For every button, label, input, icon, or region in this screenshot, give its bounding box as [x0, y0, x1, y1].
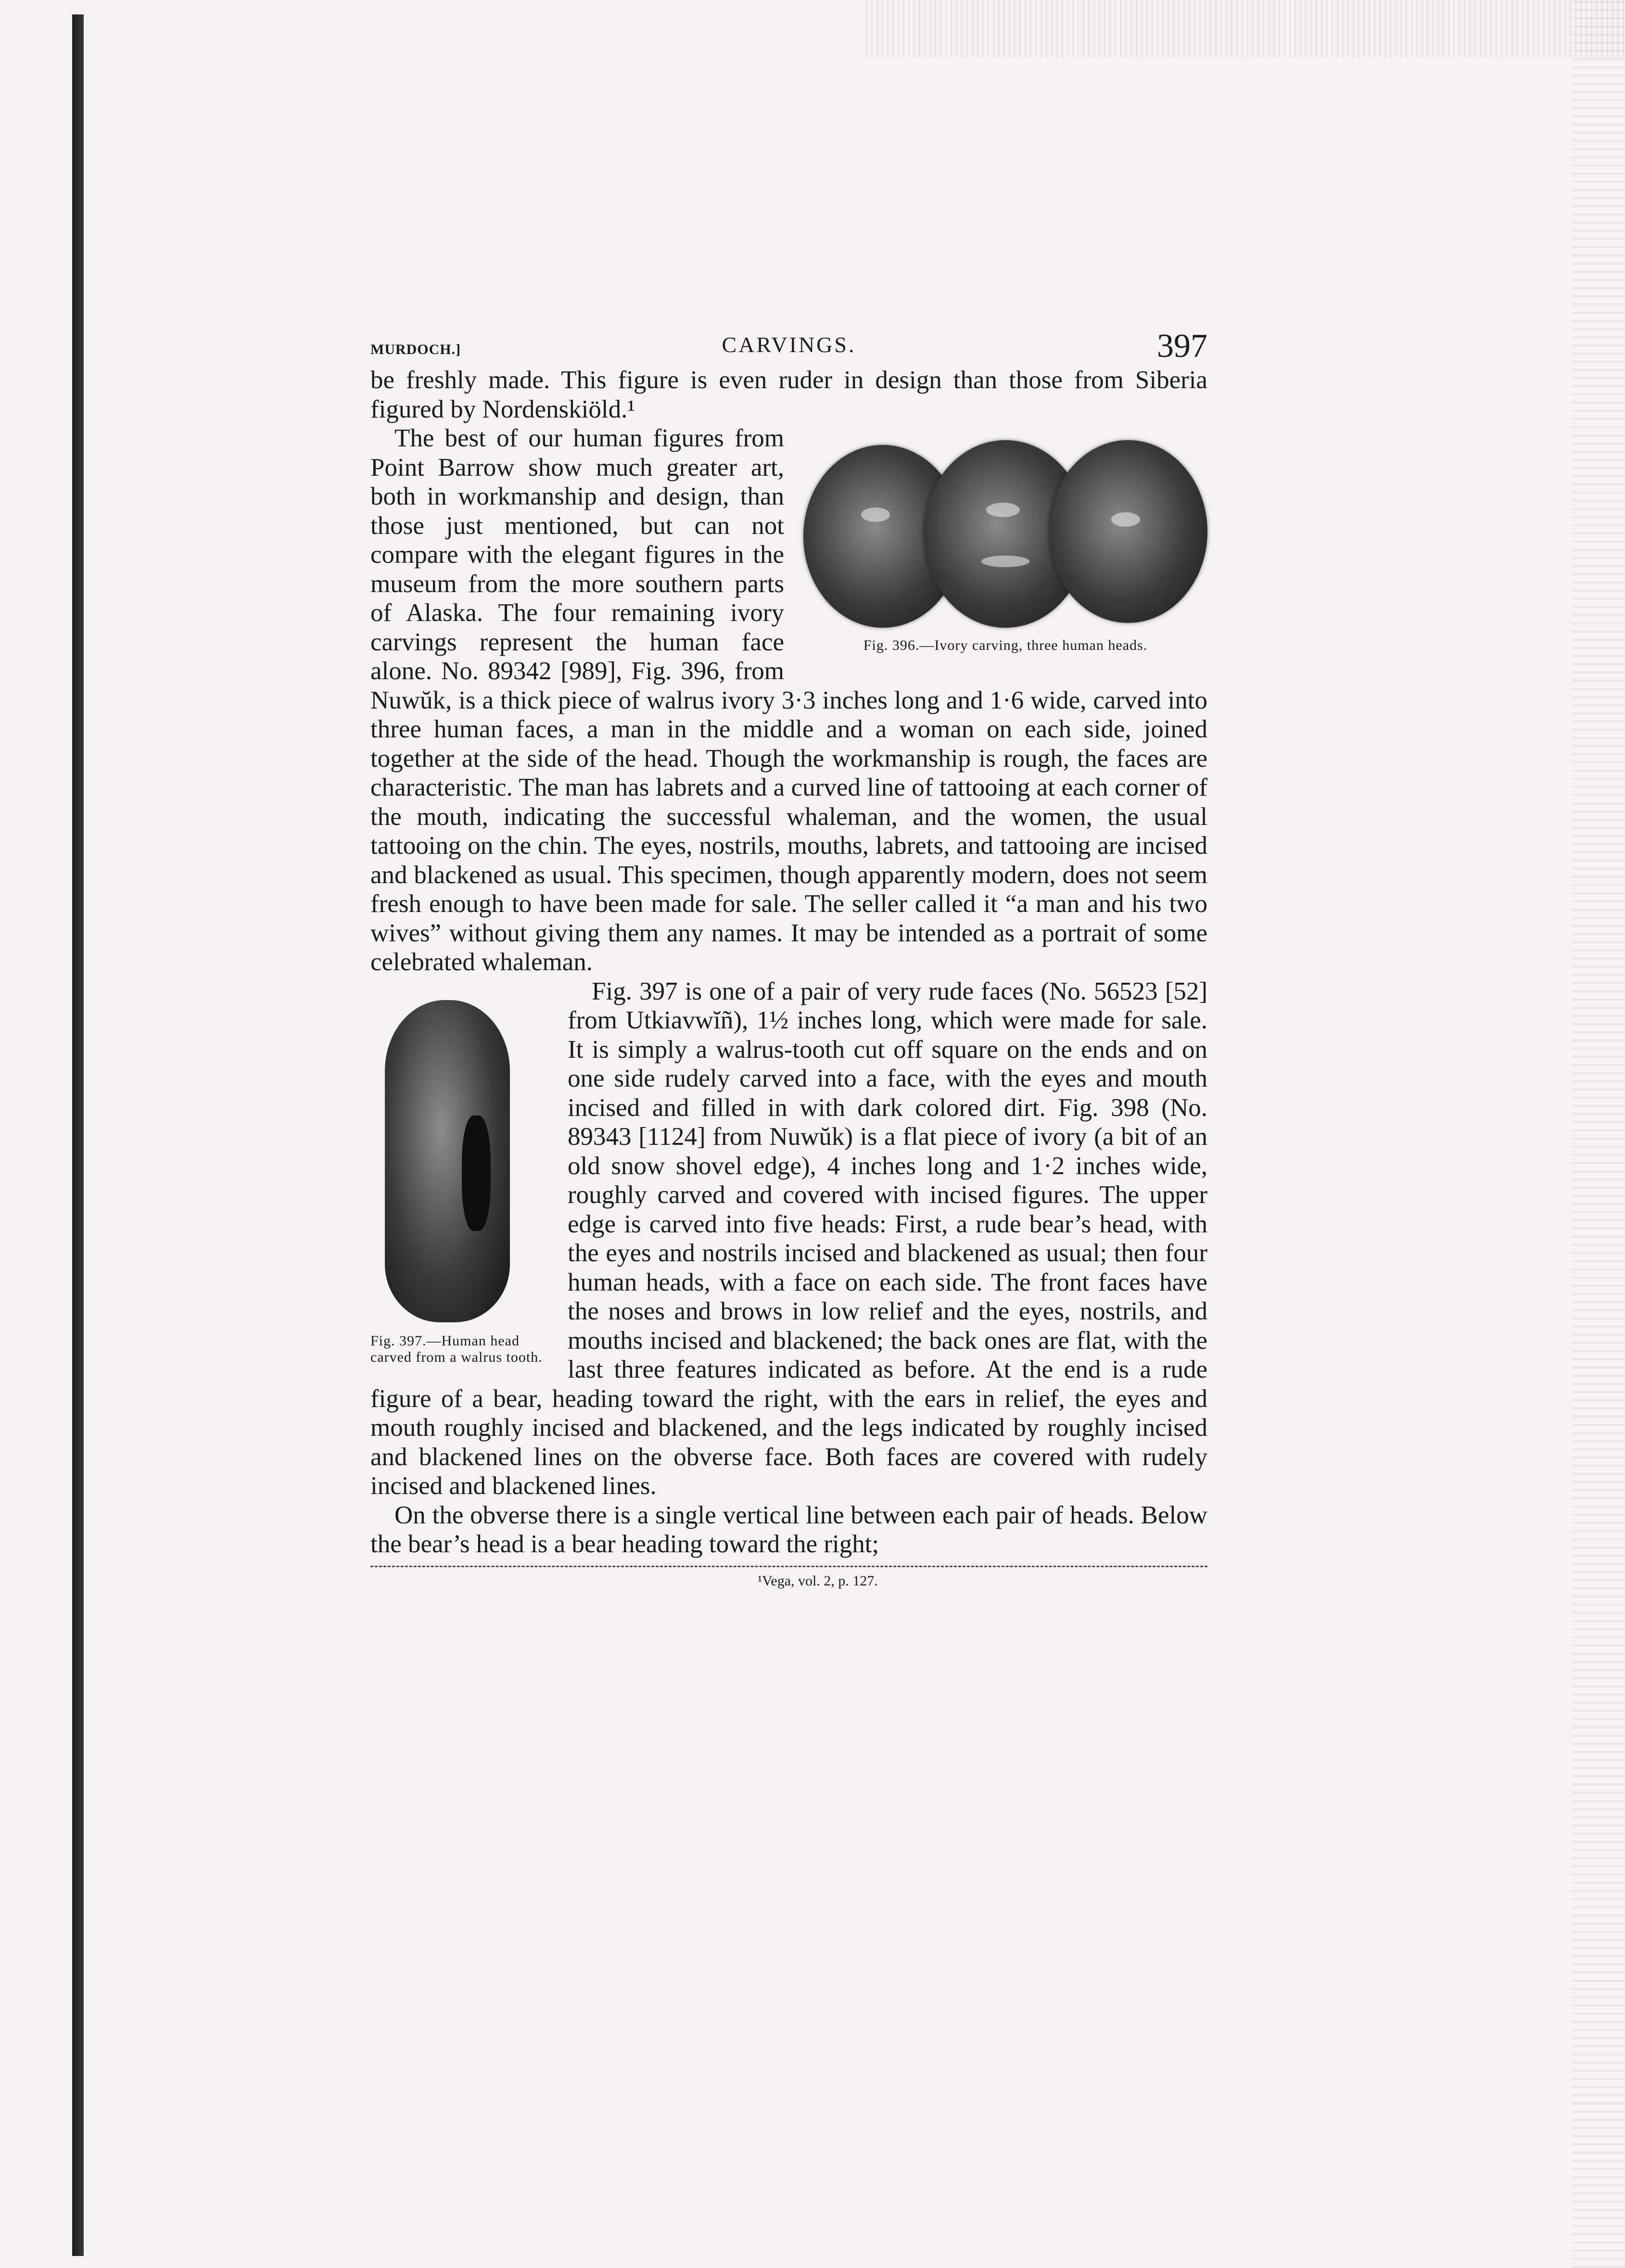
page-number: 397 — [1157, 328, 1207, 365]
scan-noise — [1572, 0, 1625, 2268]
scan-noise — [866, 0, 1625, 58]
page-binding-edge — [72, 14, 84, 2256]
figure-396-caption: Fig. 396.—Ivory carving, three human heads. — [863, 637, 1148, 653]
page-column — [370, 327, 1207, 2107]
figure-396 — [803, 431, 1207, 655]
running-head-title: CARVINGS. — [722, 332, 856, 357]
figure-397-image — [370, 1000, 548, 1327]
paragraph: Fig. 397 is one of a pair of very rude faces (No. 56523 [52] from Utkiavwĭñ), 1½ inches long, which were made for sale. It is simply a walrus-tooth cut off square on the ends and on one side rudely carved into a face, with the eyes and mouth incised and filled in with dark colored dirt. Fig. 398 (No. 89343 [1124] from Nuwŭk) is a flat piece of ivory (a bit of an old snow shovel edge), 4 inches long and 1·2 inches wide, roughly carved and covered with incised figures. The upper edge is carved into five heads: First, a rude bear’s head, with the eyes and nostrils incised and blackened as usual; then four human heads, with a face on each side. The front faces have the noses and brows in low relief and the eyes, nostrils, and mouths incised and blackened; the back ones are flat, with the last three features indicated as before. At the end is a rude figure of a bear, heading toward the right, with the ears in relief, the eyes and mouth roughly incised and blackened, and the legs indicated by roughly incised and blackened lines on the obverse face. Both faces are covered with rudely incised and blackened lines. — [370, 977, 1207, 1500]
running-head — [370, 327, 1207, 366]
figure-397 — [370, 1000, 548, 1366]
footnote: ¹Vega, vol. 2, p. 127. — [758, 1572, 878, 1589]
paragraph: On the obverse there is a single vertical line between each pair of heads. Below the bear’s head is a bear heading toward the right; — [370, 1501, 1207, 1558]
paragraph: be freshly made. This figure is even ruder in design than those from Siberia figured by Nordenskiöld.¹ — [370, 366, 1207, 423]
running-head-author: MURDOCH.] — [370, 342, 461, 357]
footnote-rule — [370, 1566, 1207, 1567]
figure-396-image — [803, 431, 1207, 633]
body-text — [370, 366, 1207, 1559]
paragraph: The best of our human figures from Point Barrow show much greater art, both in workmanship and design, than those just mentioned, but can not compare with the elegant figures in the museum from the more southern parts of Alaska. The four remaining ivory carvings represent the human face alone. No. 89342 [989], Fig. 396, from Nuwŭk, is a thick piece of walrus ivory 3·3 inches long and 1·6 wide, carved into three human faces, a man in the middle and a woman on each side, joined together at the side of the head. Though the workmanship is rough, the faces are characteristic. The man has labrets and a curved line of tattooing at each corner of the mouth, indicating the successful whaleman, and the women, the usual tattooing on the chin. The eyes, nostrils, mouths, labrets, and tattooing are incised and blackened as usual. This specimen, though apparently modern, does not seem fresh enough to have been made for sale. The seller called it “a man and his two wives” without giving them any names. It may be intended as a portrait of some celebrated whaleman. — [370, 424, 1207, 976]
figure-397-caption: Fig. 397.—Human head carved from a walrus tooth. — [370, 1332, 543, 1365]
